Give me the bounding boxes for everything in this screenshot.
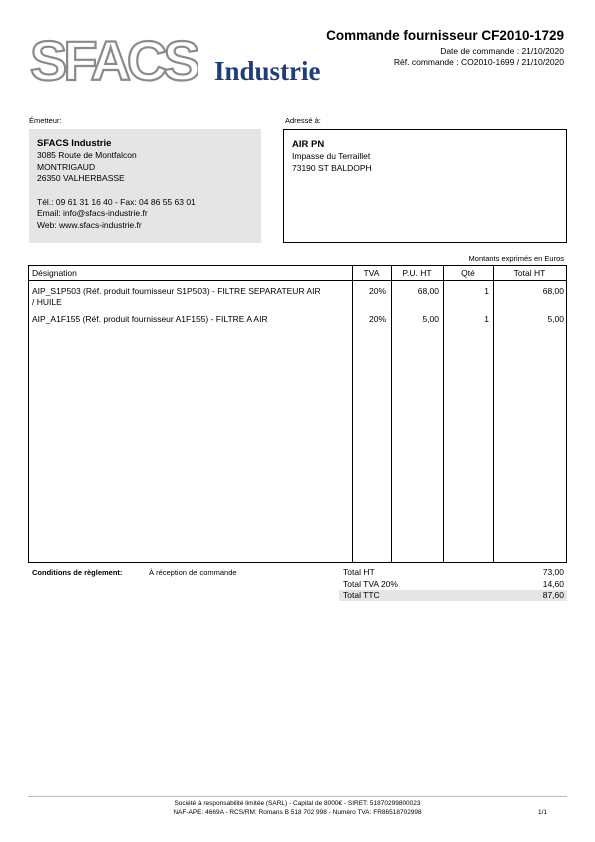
- recipient-name: AIR PN: [292, 139, 325, 150]
- total-tva-row: [339, 579, 567, 590]
- total-ttc-value: 87,60: [542, 590, 564, 600]
- recipient-address-line: Impasse du Terraillet: [292, 151, 371, 161]
- footer-legal-line-2: NAF-APE: 4669A - RCS/RM: Romans B 518 702 998 - Numéro TVA: FR86518702998: [173, 809, 422, 816]
- order-date: Date de commande : 21/10/2020: [440, 46, 564, 56]
- recipient-block: [283, 129, 567, 243]
- payment-terms-value: À réception de commande: [149, 568, 237, 577]
- sender-block: [29, 129, 261, 243]
- sender-name: SFACS Industrie: [37, 138, 112, 149]
- total-ttc-label: Total TTC: [343, 590, 380, 600]
- sender-website[interactable]: Web: www.sfacs-industrie.fr: [37, 219, 142, 230]
- row-total: 68,00: [542, 286, 564, 296]
- sfacs-logo-mark: [28, 34, 198, 86]
- column-header-quantity: Qté: [461, 268, 475, 278]
- total-ht-value: 73,00: [542, 567, 564, 577]
- footer-legal-line-1: Société à responsabilité limitée (SARL) - Capital de 8000€ - SIRET: 51870299800023: [174, 800, 421, 807]
- column-header-designation: Désignation: [32, 268, 77, 278]
- currency-note: Montants exprimés en Euros: [468, 254, 564, 263]
- row-quantity: 1: [484, 286, 489, 296]
- logo-subtitle: Industrie: [214, 56, 321, 86]
- document-title: Commande fournisseur CF2010-1729: [326, 28, 564, 43]
- row-total: 5,00: [547, 314, 564, 324]
- sender-email[interactable]: Email: info@sfacs-industrie.fr: [37, 208, 148, 218]
- total-tva-label: Total TVA 20%: [343, 579, 398, 589]
- total-ht-label: Total HT: [343, 567, 375, 577]
- row-tva: 20%: [368, 286, 386, 296]
- sender-address-line: 3085 Route de Montfalcon: [37, 150, 137, 160]
- column-header-tva: TVA: [363, 268, 380, 278]
- row-tva: 20%: [368, 314, 386, 324]
- order-reference: Réf. commande : CO2010-1699 / 21/10/2020: [393, 57, 564, 67]
- sender-phone-fax: Tél.: 09 61 31 16 40 - Fax: 04 86 55 63 01: [37, 196, 196, 207]
- total-ht-row: [339, 567, 567, 578]
- total-ttc-row: [339, 590, 567, 601]
- total-tva-value: 14,60: [542, 579, 564, 589]
- payment-terms-label: Conditions de règlement:: [32, 568, 123, 577]
- column-header-total: Total HT: [513, 268, 546, 278]
- logo-brand-text: SFACS: [30, 34, 197, 86]
- recipient-address-line: 73190 ST BALDOPH: [292, 162, 372, 173]
- column-header-unit-price: P.U. HT: [402, 268, 432, 278]
- row-designation-cont: / HUILE: [32, 297, 62, 307]
- footer-divider: [28, 796, 567, 797]
- row-quantity: 1: [484, 314, 489, 324]
- sender-address-line: MONTRIGAUD: [37, 161, 96, 172]
- page-number: 1/1: [537, 809, 547, 816]
- row-unit-price: 68,00: [417, 286, 439, 296]
- sender-address-line: 26350 VALHERBASSE: [37, 173, 125, 183]
- recipient-label: Adressé à:: [285, 116, 321, 125]
- sender-label: Émetteur:: [29, 116, 62, 125]
- row-designation: AIP_A1F155 (Réf. produit fournisseur A1F155) - FILTRE A AIR: [32, 314, 268, 324]
- company-logo: [28, 34, 321, 86]
- row-designation: AIP_S1P503 (Réf. produit fournisseur S1P503) - FILTRE SEPARATEUR AIR: [32, 286, 321, 296]
- items-table: [28, 265, 567, 563]
- row-unit-price: 5,00: [422, 314, 439, 324]
